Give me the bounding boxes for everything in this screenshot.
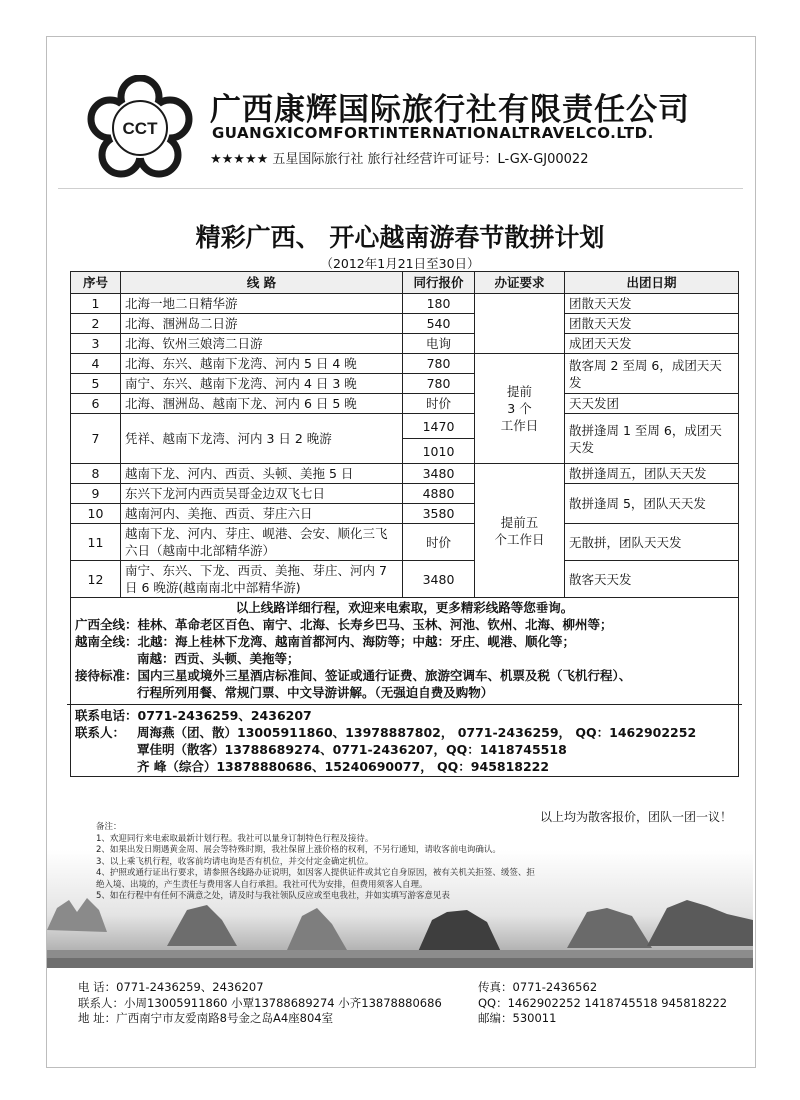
- row-price: 540: [403, 314, 475, 334]
- row-dates: 团散天天发: [565, 294, 739, 314]
- row-dates: 无散拼，团队天天发: [565, 524, 739, 561]
- row-no: 7: [71, 414, 121, 464]
- tel-line: 联系电话：0771-2436259、2436207: [75, 708, 312, 723]
- company-name-en: GUANGXICOMFORTINTERNATIONALTRAVELCO.LTD.: [212, 124, 654, 142]
- footer-line-1: [78, 980, 738, 996]
- tour-plan-table: [70, 271, 739, 777]
- logo-text: CCT: [122, 119, 158, 138]
- note-line: 4、护照或通行证出行要求，请参照各线路办证说明，如因客人提供证件或其它自身原因，被有关机关拒签、缓签、拒: [96, 868, 535, 878]
- date-range: （2012年1月21日至30日）: [320, 256, 480, 271]
- row-route: 越南下龙、河内、芽庄、岘港、会安、顺化三飞六日（越南中北部精华游）: [121, 524, 403, 561]
- row-price-2: 1010: [403, 439, 475, 464]
- table-row: [71, 354, 739, 374]
- note-line: 1、欢迎同行来电索取最新计划行程。我社可以量身订制特色行程及接待。: [96, 833, 374, 844]
- row-no: 12: [71, 561, 121, 598]
- table-row: [71, 414, 739, 439]
- page-title: 精彩广西、 开心越南游春节散拼计划: [195, 223, 605, 252]
- gx-label: 广西全线：: [75, 617, 138, 632]
- row-route: 北海、钦州三娘湾二日游: [121, 334, 403, 354]
- row-dates: 散拼逢周 1 至周 6，成团天天发: [565, 414, 739, 464]
- row-dates: 成团天天发: [565, 334, 739, 354]
- contact-1: 周海燕（团、散）13005911860、13978887802， 0771-2436259， QQ：1462902252: [137, 725, 697, 740]
- row-no: 3: [71, 334, 121, 354]
- license-line: ★★★★★ 五星国际旅行社 旅行社经营许可证号：L-GX-GJ00022: [210, 152, 589, 167]
- row-price: 3480: [403, 561, 475, 598]
- contact-2: 覃佳明（散客）13788689274、0771-2436207，QQ：1418745518: [137, 742, 567, 757]
- header-visa: 办证要求: [475, 272, 565, 294]
- price-note: 以上均为散客报价，团队一团一议！: [539, 810, 732, 824]
- row-dates: 散客天天发: [565, 561, 739, 598]
- header-divider: [58, 188, 743, 189]
- footer-line-3: [78, 1011, 738, 1027]
- row-route: 北海、东兴、越南下龙湾、河内 5 日 4 晚: [121, 354, 403, 374]
- row-route: 南宁、东兴、下龙、西贡、美拖、芽庄、河内 7 日 6 晚游(越南南北中部精华游): [121, 561, 403, 598]
- table-row: [71, 484, 739, 504]
- row-price: 3580: [403, 504, 475, 524]
- visa-b-line: 个工作日: [494, 531, 545, 547]
- row-dates: 散拼逢周 5，团队天天发: [565, 484, 739, 524]
- footer-fax: 传真：0771-2436562: [478, 980, 598, 994]
- gx-text: 桂林、革命老区百色、南宁、北海、长寿乡巴马、玉林、河池、钦州、北海、柳州等；: [137, 617, 613, 632]
- footer-contact: [78, 980, 738, 1027]
- row-route: 凭祥、越南下龙湾、河内 3 日 2 晚游: [121, 414, 403, 464]
- row-price: 4880: [403, 484, 475, 504]
- row-no: 10: [71, 504, 121, 524]
- row-no: 8: [71, 464, 121, 484]
- note-line: 5、如在行程中有任何不满意之处，请及时与我社领队反应或至电我社，并如实填写游客意见表: [96, 891, 450, 901]
- table-row: [71, 464, 739, 484]
- std-label: 接待标准：: [75, 668, 138, 683]
- row-route: 北海一地二日精华游: [121, 294, 403, 314]
- header-price: 同行报价: [403, 272, 475, 294]
- footer-people: 联系人：小周13005911860 小覃13788689274 小齐13878880686: [78, 995, 442, 1010]
- row-dates: 天天发团: [565, 394, 739, 414]
- note-line: 3、以上乘飞机行程，收客前均请电询是否有机位，并交付定金确定机位。: [96, 856, 374, 867]
- notes-block: [96, 822, 676, 903]
- row-dates: 散拼逢周五，团队天天发: [565, 464, 739, 484]
- row-route: 越南下龙、河内、西贡、头顿、美拖 5 日: [121, 464, 403, 484]
- row-price: 180: [403, 294, 475, 314]
- visa-requirement-a: [475, 354, 565, 464]
- row-dates: 团散天天发: [565, 314, 739, 334]
- row-no: 1: [71, 294, 121, 314]
- contact-3: 齐 峰（综合）13878880686、15240690077， QQ：945818222: [137, 759, 550, 774]
- row-no: 11: [71, 524, 121, 561]
- company-name-cn: 广西康辉国际旅行社有限责任公司: [210, 92, 690, 128]
- info-divider: [67, 704, 742, 705]
- vn-line: [75, 633, 734, 650]
- vn-text-1: 北越：海上桂林下龙湾、越南首都河内、海防等；中越：牙庄、岘港、顺化等；: [137, 634, 576, 649]
- footer-qq: QQ：1462902252 1418745518 945818222: [478, 995, 728, 1010]
- table-row: [71, 314, 739, 334]
- row-no: 2: [71, 314, 121, 334]
- row-price: 时价: [403, 524, 475, 561]
- table-row: [71, 394, 739, 414]
- visa-a-line: 工作日: [500, 418, 539, 433]
- row-route: 北海、涠洲岛、越南下龙、河内 6 日 5 晚: [121, 394, 403, 414]
- visa-b-line: 提前五: [500, 514, 539, 530]
- footer-tel: 电 话：0771-2436259、2436207: [78, 980, 264, 994]
- std-line: [75, 667, 734, 684]
- row-price: 电询: [403, 334, 475, 354]
- row-no: 6: [71, 394, 121, 414]
- visa-a-line: 提前: [506, 384, 532, 399]
- row-no: 9: [71, 484, 121, 504]
- row-route: 东兴下龙河内西贡吴哥金边双飞七日: [121, 484, 403, 504]
- row-price: 780: [403, 374, 475, 394]
- vn-label: 越南全线：: [75, 634, 138, 649]
- table-row: [71, 561, 739, 598]
- row-route: 南宁、东兴、越南下龙湾、河内 4 日 3 晚: [121, 374, 403, 394]
- std-text-2: 行程所列用餐、常规门票、中文导游讲解。（无强迫自费及购物）: [137, 685, 494, 700]
- row-price: 3480: [403, 464, 475, 484]
- gx-line: [75, 616, 734, 633]
- visa-empty: [475, 294, 565, 354]
- row-no: 4: [71, 354, 121, 374]
- footer-line-2: [78, 996, 738, 1012]
- vn-text-2: 南越：西贡、头顿、美拖等；: [137, 651, 300, 666]
- note-line: 2、如果出发日期遇黄金周、展会等特殊时期，我社保留上涨价格的权利，不另行通知，请收客前电询确认。: [96, 845, 501, 855]
- row-price: 时价: [403, 394, 475, 414]
- note-line: 备注：: [96, 822, 122, 832]
- table-header-row: [71, 272, 739, 294]
- row-dates: 散客周 2 至周 6，成团天天发: [565, 354, 739, 394]
- header-no: 序号: [71, 272, 121, 294]
- std-text-1: 国内三星或境外三星酒店标准间、签证或通行证费、旅游空调车、机票及税（飞机行程）、: [137, 668, 632, 683]
- table-row: [71, 524, 739, 561]
- note-line: 绝入境、出境的，产生责任与费用客人自行承担。我社可代为安排，但费用须客人自理。: [96, 879, 428, 890]
- header-dates: 出团日期: [565, 272, 739, 294]
- table-row: [71, 294, 739, 314]
- table-row: [71, 334, 739, 354]
- row-no: 5: [71, 374, 121, 394]
- visa-a-line: 3 个: [507, 401, 532, 416]
- row-price: 1470: [403, 414, 475, 439]
- contacts-label: 联系人：: [75, 725, 126, 740]
- row-price: 780: [403, 354, 475, 374]
- row-route: 北海、涠洲岛二日游: [121, 314, 403, 334]
- cct-logo: [87, 75, 193, 181]
- info-block: [71, 598, 739, 777]
- header-route: 线 路: [121, 272, 403, 294]
- row-route: 越南河内、美拖、西贡、芽庄六日: [121, 504, 403, 524]
- info-intro: 以上线路详细行程，欢迎来电索取，更多精彩线路等您垂询。: [235, 600, 574, 615]
- visa-requirement-b: [475, 464, 565, 598]
- contact-line-1: [75, 724, 734, 741]
- info-row: [71, 598, 739, 777]
- footer-zip: 邮编：530011: [478, 1011, 557, 1025]
- footer-address: 地 址：广西南宁市友爱南路8号金之岛A4座804室: [78, 1011, 334, 1025]
